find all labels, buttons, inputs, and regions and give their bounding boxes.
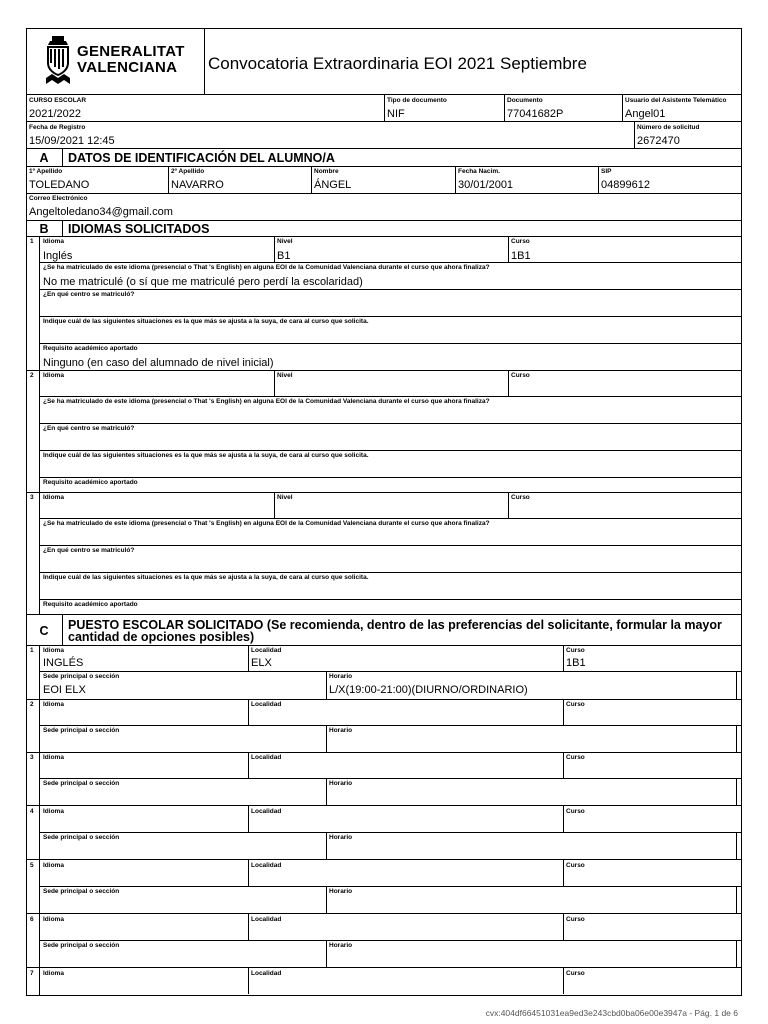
- c3-horario-label: Horario: [329, 780, 353, 787]
- c6-horario-label: Horario: [329, 942, 353, 949]
- apellido1-label: 1º Apellido: [29, 168, 63, 175]
- correo-label: Correo Electrónico: [29, 195, 88, 202]
- c2-horario-label: Horario: [329, 727, 353, 734]
- b1-curso-value: 1B1: [511, 250, 531, 262]
- puesto-2-number: 2: [30, 701, 34, 708]
- num-solicitud-value: 2672470: [637, 135, 680, 147]
- b1-matriculado-label: ¿Se ha matriculado de este idioma (presencial o That 's English) en alguna EOI de la Comunidad Valenciana durante el curso que ahora finaliza?: [43, 264, 490, 271]
- b3-idioma-label: Idioma: [43, 494, 64, 501]
- logo-text-line2: VALENCIANA: [77, 59, 178, 76]
- b1-nivel-value: B1: [277, 250, 291, 262]
- logo-text-line1: GENERALITAT: [77, 43, 185, 60]
- c2-sede-label: Sede principal o sección: [43, 727, 120, 734]
- document-footer: cvx:404df66451031ea9ed3e243cbd0ba06e00e3947a - Pág. 1 de 6: [485, 1008, 738, 1018]
- b1-centro-label: ¿En qué centro se matriculó?: [43, 291, 135, 298]
- b2-curso-label: Curso: [511, 372, 530, 379]
- c3-curso-label: Curso: [566, 754, 585, 761]
- c7-idioma-label: Idioma: [43, 970, 64, 977]
- b2-idioma-label: Idioma: [43, 372, 64, 379]
- apellido2-label: 2º Apellido: [171, 168, 205, 175]
- c3-localidad-label: Localidad: [251, 754, 282, 761]
- puesto-3-number: 3: [30, 754, 34, 761]
- section-c-title-line2: cantidad de opciones posibles): [68, 630, 255, 644]
- puesto-4-number: 4: [30, 808, 34, 815]
- b1-requisito-label: Requisito académico aportado: [43, 345, 138, 352]
- b1-requisito-value: Ninguno (en caso del alumnado de nivel inicial): [43, 357, 274, 369]
- c6-localidad-label: Localidad: [251, 916, 282, 923]
- c1-horario-value: L/X(19:00-21:00)(DIURNO/ORDINARIO): [329, 684, 528, 696]
- idioma-solicitado-3-number: 3: [30, 494, 34, 501]
- c6-idioma-label: Idioma: [43, 916, 64, 923]
- c4-curso-label: Curso: [566, 808, 585, 815]
- sip-label: SIP: [601, 168, 612, 175]
- c1-localidad-value: ELX: [251, 657, 272, 669]
- c4-localidad-label: Localidad: [251, 808, 282, 815]
- b1-idioma-label: Idioma: [43, 238, 64, 245]
- b1-nivel-label: Nivel: [277, 238, 293, 245]
- c5-localidad-label: Localidad: [251, 862, 282, 869]
- c5-curso-label: Curso: [566, 862, 585, 869]
- tipo-doc-label: Tipo de documento: [387, 97, 447, 104]
- section-b-letter: B: [39, 222, 49, 236]
- b1-idioma-value: Inglés: [43, 250, 73, 262]
- b3-matriculado-label: ¿Se ha matriculado de este idioma (presencial o That 's English) en alguna EOI de la Comunidad Valenciana durante el curso que ahora finaliza?: [43, 520, 490, 527]
- curso-escolar-value: 2021/2022: [29, 108, 81, 120]
- apellido1-value: TOLEDANO: [29, 179, 90, 191]
- c3-sede-label: Sede principal o sección: [43, 780, 120, 787]
- b1-situacion-label: Indique cuál de las siguientes situaciones es la que más se ajusta a la suya, de cara al curso que solicita.: [43, 318, 369, 325]
- idioma-solicitado-2-number: 2: [30, 372, 34, 379]
- puesto-1-number: 1: [30, 647, 34, 654]
- section-b-title: IDIOMAS SOLICITADOS: [68, 222, 210, 236]
- generalitat-crest-icon: [44, 34, 72, 86]
- c4-horario-label: Horario: [329, 834, 353, 841]
- c1-sede-value: EOI ELX: [43, 684, 86, 696]
- c4-sede-label: Sede principal o sección: [43, 834, 120, 841]
- b2-requisito-label: Requisito académico aportado: [43, 479, 138, 486]
- documento-value: 77041682P: [507, 108, 564, 120]
- idioma-solicitado-1-number: 1: [30, 238, 34, 245]
- nombre-label: Nombre: [314, 168, 339, 175]
- fecha-nac-value: 30/01/2001: [458, 179, 514, 191]
- c7-localidad-label: Localidad: [251, 970, 282, 977]
- usuario-label: Usuario del Asistente Telemático: [625, 97, 727, 104]
- fecha-registro-value: 15/09/2021 12:45: [29, 135, 115, 147]
- b1-matriculado-value: No me matriculé (o sí que me matriculé pero perdí la escolaridad): [43, 276, 363, 288]
- c7-curso-label: Curso: [566, 970, 585, 977]
- fecha-nac-label: Fecha Nacim.: [458, 168, 500, 175]
- puesto-7-number: 7: [30, 970, 34, 977]
- c6-curso-label: Curso: [566, 916, 585, 923]
- apellido2-value: NAVARRO: [171, 179, 224, 191]
- c1-sede-label: Sede principal o sección: [43, 673, 120, 680]
- b1-curso-label: Curso: [511, 238, 530, 245]
- nombre-value: ÁNGEL: [314, 179, 352, 191]
- b3-nivel-label: Nivel: [277, 494, 293, 501]
- c5-sede-label: Sede principal o sección: [43, 888, 120, 895]
- documento-label: Documento: [507, 97, 543, 104]
- c2-idioma-label: Idioma: [43, 701, 64, 708]
- correo-value: Angeltoledano34@gmail.com: [29, 206, 173, 218]
- c1-curso-value: 1B1: [566, 657, 586, 669]
- b2-nivel-label: Nivel: [277, 372, 293, 379]
- curso-escolar-label: CURSO ESCOLAR: [29, 97, 87, 104]
- logo: [44, 34, 194, 88]
- c1-horario-label: Horario: [329, 673, 353, 680]
- c3-idioma-label: Idioma: [43, 754, 64, 761]
- b2-matriculado-label: ¿Se ha matriculado de este idioma (presencial o That 's English) en alguna EOI de la Comunidad Valenciana durante el curso que ahora finaliza?: [43, 398, 490, 405]
- b2-centro-label: ¿En qué centro se matriculó?: [43, 425, 135, 432]
- section-a-letter: A: [39, 151, 49, 165]
- sip-value: 04899612: [601, 179, 650, 191]
- c5-horario-label: Horario: [329, 888, 353, 895]
- c1-idioma-value: INGLÉS: [43, 657, 84, 669]
- c5-idioma-label: Idioma: [43, 862, 64, 869]
- section-c-title-line1: PUESTO ESCOLAR SOLICITADO (Se recomienda, dentro de las preferencias del solicitante, formular la mayor: [68, 618, 722, 632]
- form-frame: [26, 28, 742, 996]
- tipo-doc-value: NIF: [387, 108, 405, 120]
- c1-curso-label: Curso: [566, 647, 585, 654]
- b2-situacion-label: Indique cuál de las siguientes situaciones es la que más se ajusta a la suya, de cara al curso que solicita.: [43, 452, 369, 459]
- puesto-6-number: 6: [30, 916, 34, 923]
- puesto-5-number: 5: [30, 862, 34, 869]
- b3-curso-label: Curso: [511, 494, 530, 501]
- page-title: Convocatoria Extraordinaria EOI 2021 Septiembre: [208, 54, 587, 73]
- b3-requisito-label: Requisito académico aportado: [43, 601, 138, 608]
- section-c-letter: C: [39, 624, 49, 638]
- b3-centro-label: ¿En qué centro se matriculó?: [43, 547, 135, 554]
- section-a-title: DATOS DE IDENTIFICACIÓN DEL ALUMNO/A: [68, 151, 335, 165]
- usuario-value: Angel01: [625, 108, 666, 120]
- c1-localidad-label: Localidad: [251, 647, 282, 654]
- c1-idioma-label: Idioma: [43, 647, 64, 654]
- num-solicitud-label: Número de solicitud: [637, 124, 700, 131]
- fecha-registro-label: Fecha de Registro: [29, 124, 86, 131]
- b3-situacion-label: Indique cuál de las siguientes situaciones es la que más se ajusta a la suya, de cara al curso que solicita.: [43, 574, 369, 581]
- c6-sede-label: Sede principal o sección: [43, 942, 120, 949]
- c4-idioma-label: Idioma: [43, 808, 64, 815]
- c2-curso-label: Curso: [566, 701, 585, 708]
- c2-localidad-label: Localidad: [251, 701, 282, 708]
